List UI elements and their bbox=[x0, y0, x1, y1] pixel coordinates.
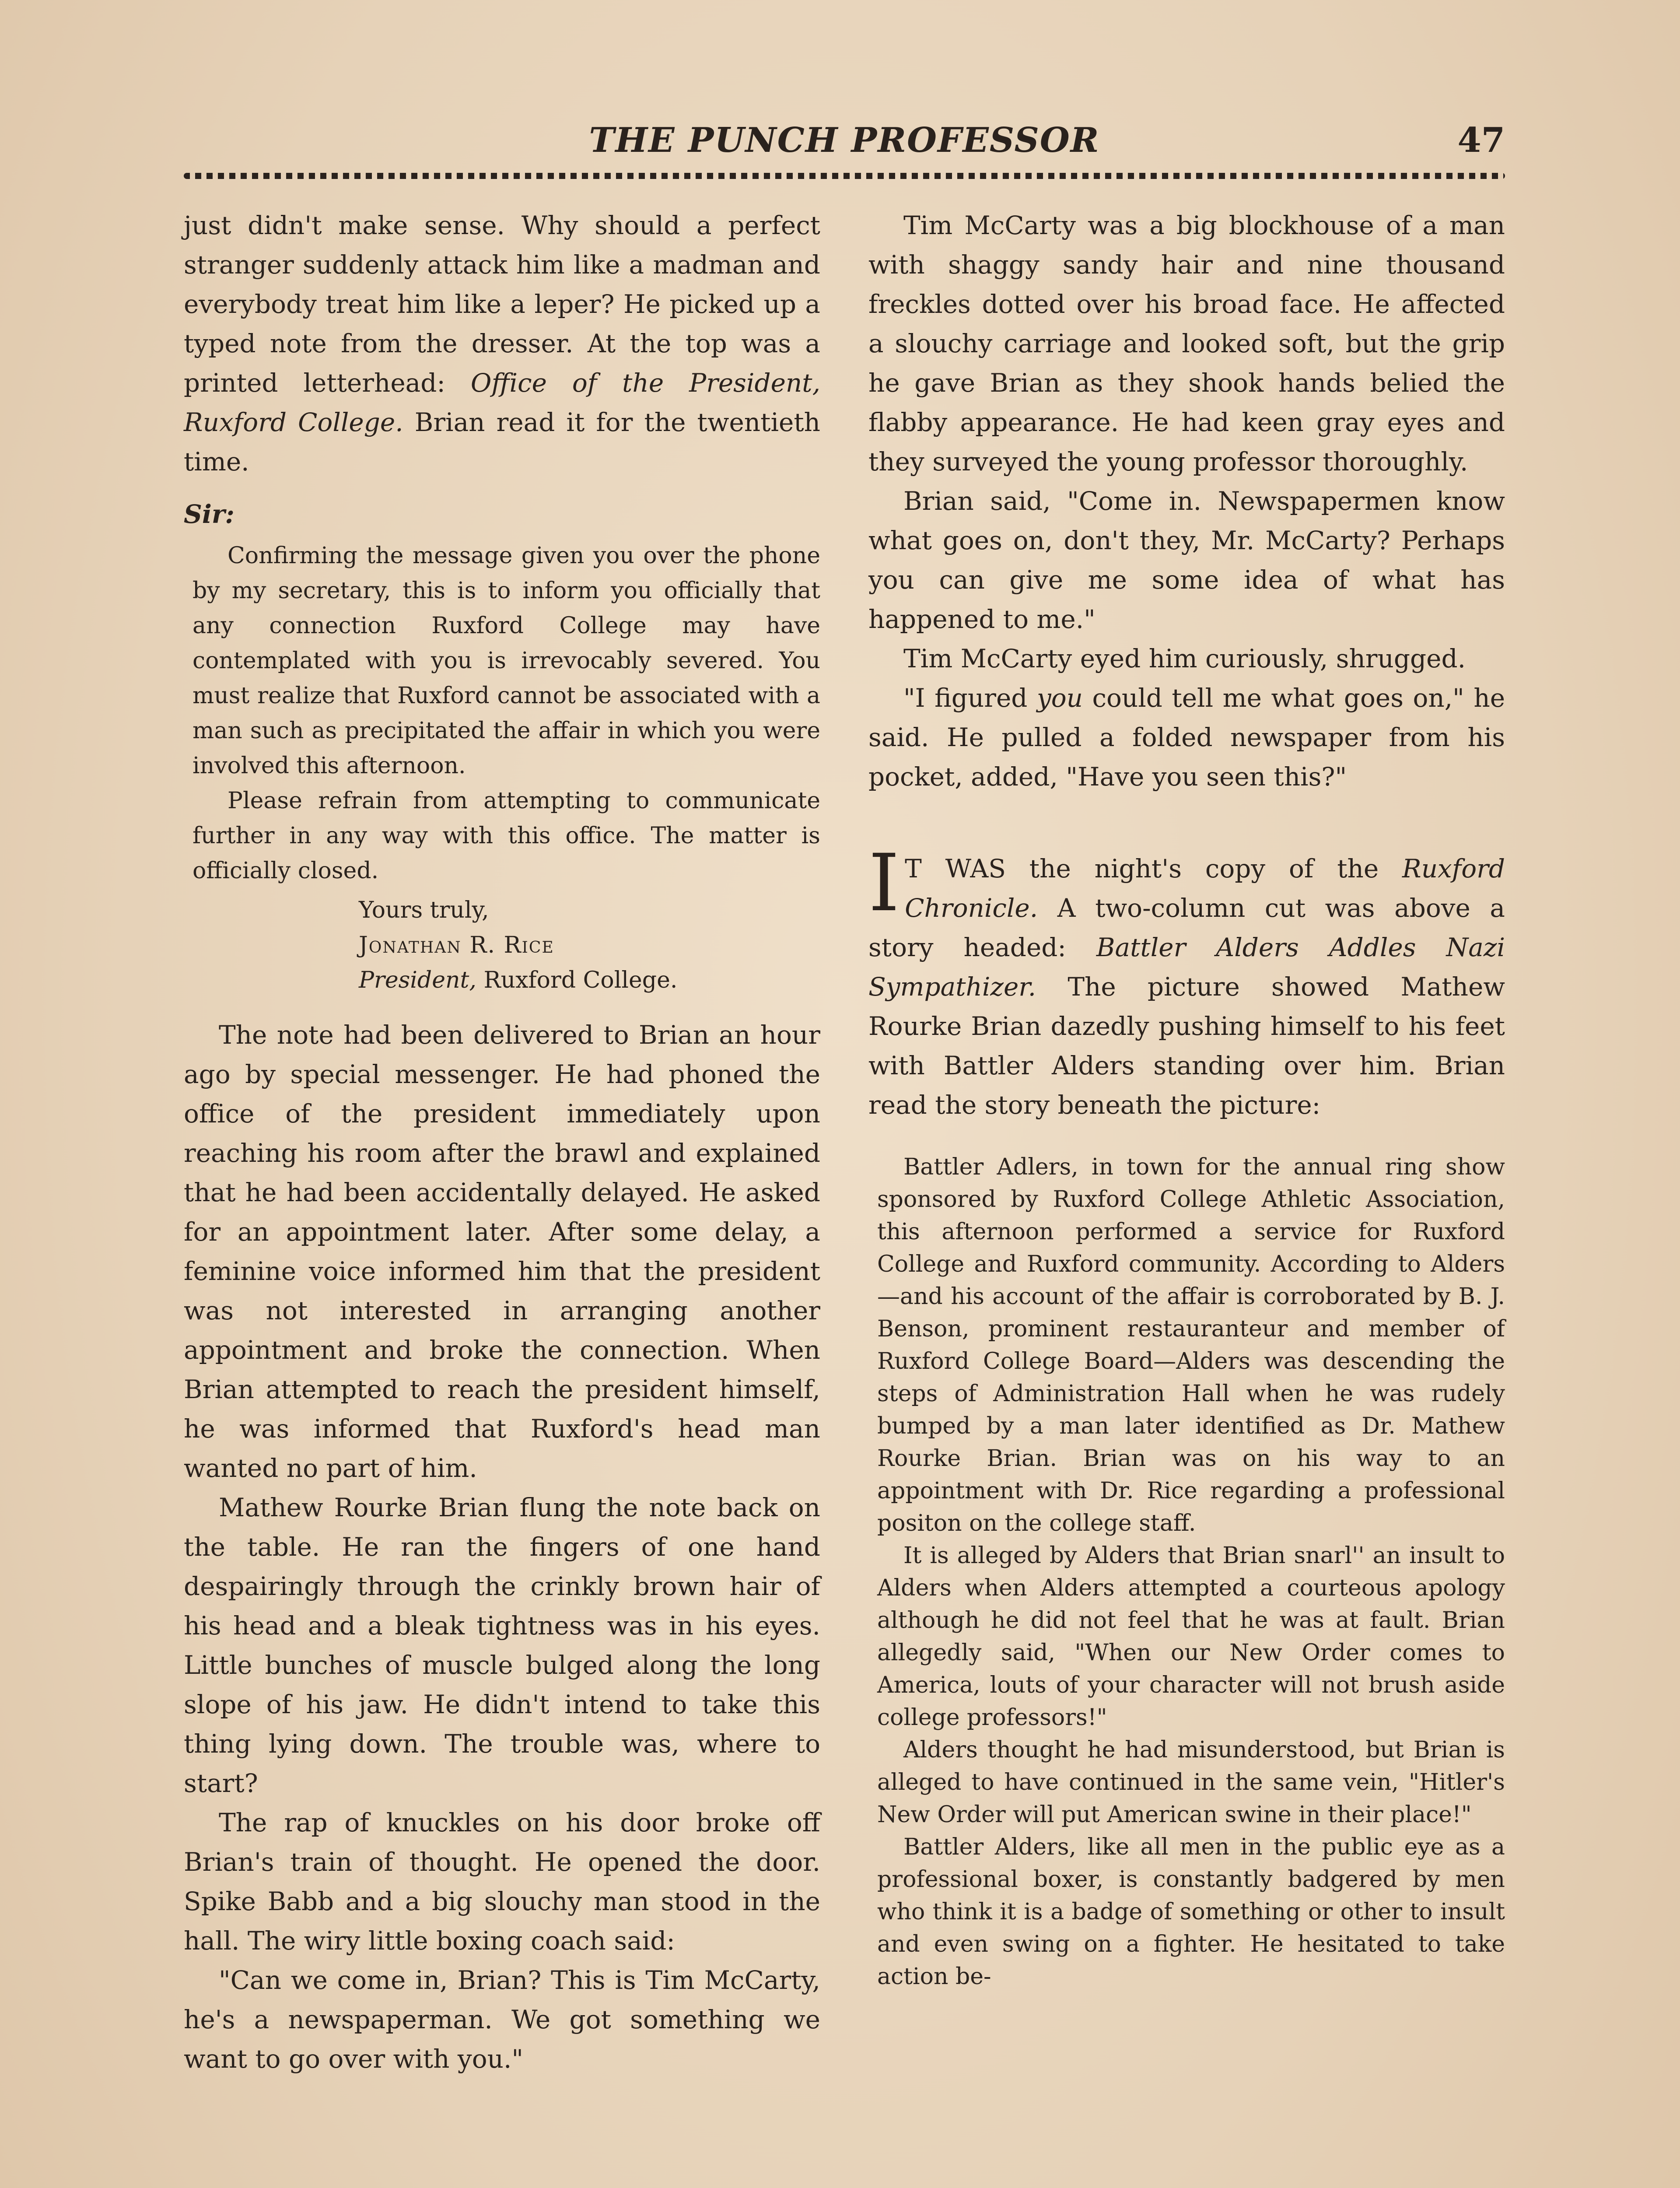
story-paragraph: Battler Alders, like all men in the public eye as a professional boxer, is constantly badgered by men who think it is a badge of something or other to insult and even swing on a fighter. He hesitated to take action be- bbox=[877, 1834, 1505, 1990]
page-number: 47 bbox=[1457, 120, 1505, 160]
paragraph: Mathew Rourke Brian flung the note back on the table. He ran the fingers of one hand despairingly through the crinkly brown hair of his head and a bleak tightness was in his eyes. Little bunches of muscle bulged along the long slope of his jaw. He didn't intend to take this thing lying down. The trouble was, where to start? bbox=[184, 1493, 820, 1798]
paragraph: "Can we come in, Brian? This is Tim McCarty, he's a newspaperman. We got something we want to go over with you." bbox=[184, 1965, 820, 2074]
letter-salutation: Sir: bbox=[184, 499, 234, 529]
paragraph: Brian said, "Come in. Newspapermen know what goes on, don't they, Mr. McCarty? Perhaps you can give me some idea of what has happened to me." bbox=[868, 486, 1505, 634]
paragraph: Tim McCarty eyed him curiously, shrugged. bbox=[903, 644, 1466, 673]
story-paragraph: It is alleged by Alders that Brian snarl'' an insult to Alders when Alders attempted a courteous apology although he did not feel that he was at fault. Brian allegedly said, "When our New Order comes to America, louts of your character will not brush aside college professors!" bbox=[877, 1543, 1505, 1731]
letter-signer: Jonathan R. Rice bbox=[359, 932, 554, 958]
drop-cap: I bbox=[868, 838, 900, 929]
header-rule bbox=[184, 173, 1505, 179]
right-column bbox=[868, 206, 1505, 1993]
story-paragraph: Alders thought he had misunderstood, but Brian is alleged to have continued in the same vein, "Hitler's New Order will put American swine in their place!" bbox=[877, 1737, 1505, 1828]
letter-body bbox=[184, 538, 820, 888]
letter-paragraph: Confirming the message given you over the phone by my secretary, this is to inform you officially that any connection Ruxford College may have contemplated with you is irrevocably severed. You must realize that Ruxford cannot be associated with a man such as precipitated the affair in which you were involved this afternoon. bbox=[192, 543, 820, 779]
paragraph: The note had been delivered to Brian an hour ago by special messenger. He had phoned the office of the president immediately upon reaching his room after the brawl and explained that he had been accidentally delayed. He asked for an appointment later. After some delay, a feminine voice informed him that the president was not interested in arranging another appointment and broke the connection. When Brian attempted to reach the president himself, he was informed that Ruxford's head man wanted no part of him. bbox=[184, 1020, 820, 1483]
letter-signer-title: President, Ruxford College. bbox=[359, 967, 678, 993]
paragraph: Tim McCarty was a big blockhouse of a man with shaggy sandy hair and nine thousand freckles dotted over his broad face. He affected a slouchy carriage and looked soft, but the grip he gave Brian as they shook hands belied the flabby appearance. He had keen gray eyes and they surveyed the young professor thoroughly. bbox=[868, 210, 1505, 477]
newspaper-story bbox=[868, 1151, 1505, 1993]
running-title: THE PUNCH PROFESSOR bbox=[589, 120, 1100, 160]
paragraph: "I figured you could tell me what goes on," he said. He pulled a folded newspaper from his pocket, added, "Have you seen this?" bbox=[868, 683, 1505, 792]
paragraph: The rap of knuckles on his door broke off Brian's train of thought. He opened the door. Spike Babb and a big slouchy man stood in the hall. The wiry little boxing coach said: bbox=[184, 1808, 820, 1956]
left-column bbox=[184, 206, 820, 2079]
story-paragraph: Battler Adlers, in town for the annual ring show sponsored by Ruxford College Athletic Association, this afternoon performed a service for Ruxford College and Ruxford community. According to Alders—and his account of the affair is corroborated by B. J. Benson, prominent restauranteur and member of Ruxford College Board—Alders was descending the steps of Administration Hall when he was rudely bumped by a man later identified as Dr. Mathew Rourke Brian. Brian was on his way to an appointment with Dr. Rice regarding a professional positon on the college staff. bbox=[877, 1154, 1505, 1536]
paragraph: just didn't make sense. Why should a perfect stranger suddenly attack him like a madman and everybody treat him like a leper? He picked up a typed note from the dresser. At the top was a printed letterhead: Office of the President, Ruxford College. Brian read it for the twentieth time. bbox=[184, 210, 821, 477]
section-opening-paragraph: I T WAS the night's copy of the Ruxford Chronicle. A two-column cut was above a story headed: Battler Alders Addles Nazi Sympathizer. The picture showed Mathew Rourke Brian dazedly pushing himself to his feet with Battler Alders standing over him. Brian read the story beneath the picture: bbox=[868, 838, 1505, 1120]
letter-closing: Yours truly, bbox=[359, 897, 489, 923]
page-header bbox=[184, 120, 1505, 168]
letter-paragraph: Please refrain from attempting to communicate further in any way with this office. The matter is officially closed. bbox=[192, 788, 820, 884]
